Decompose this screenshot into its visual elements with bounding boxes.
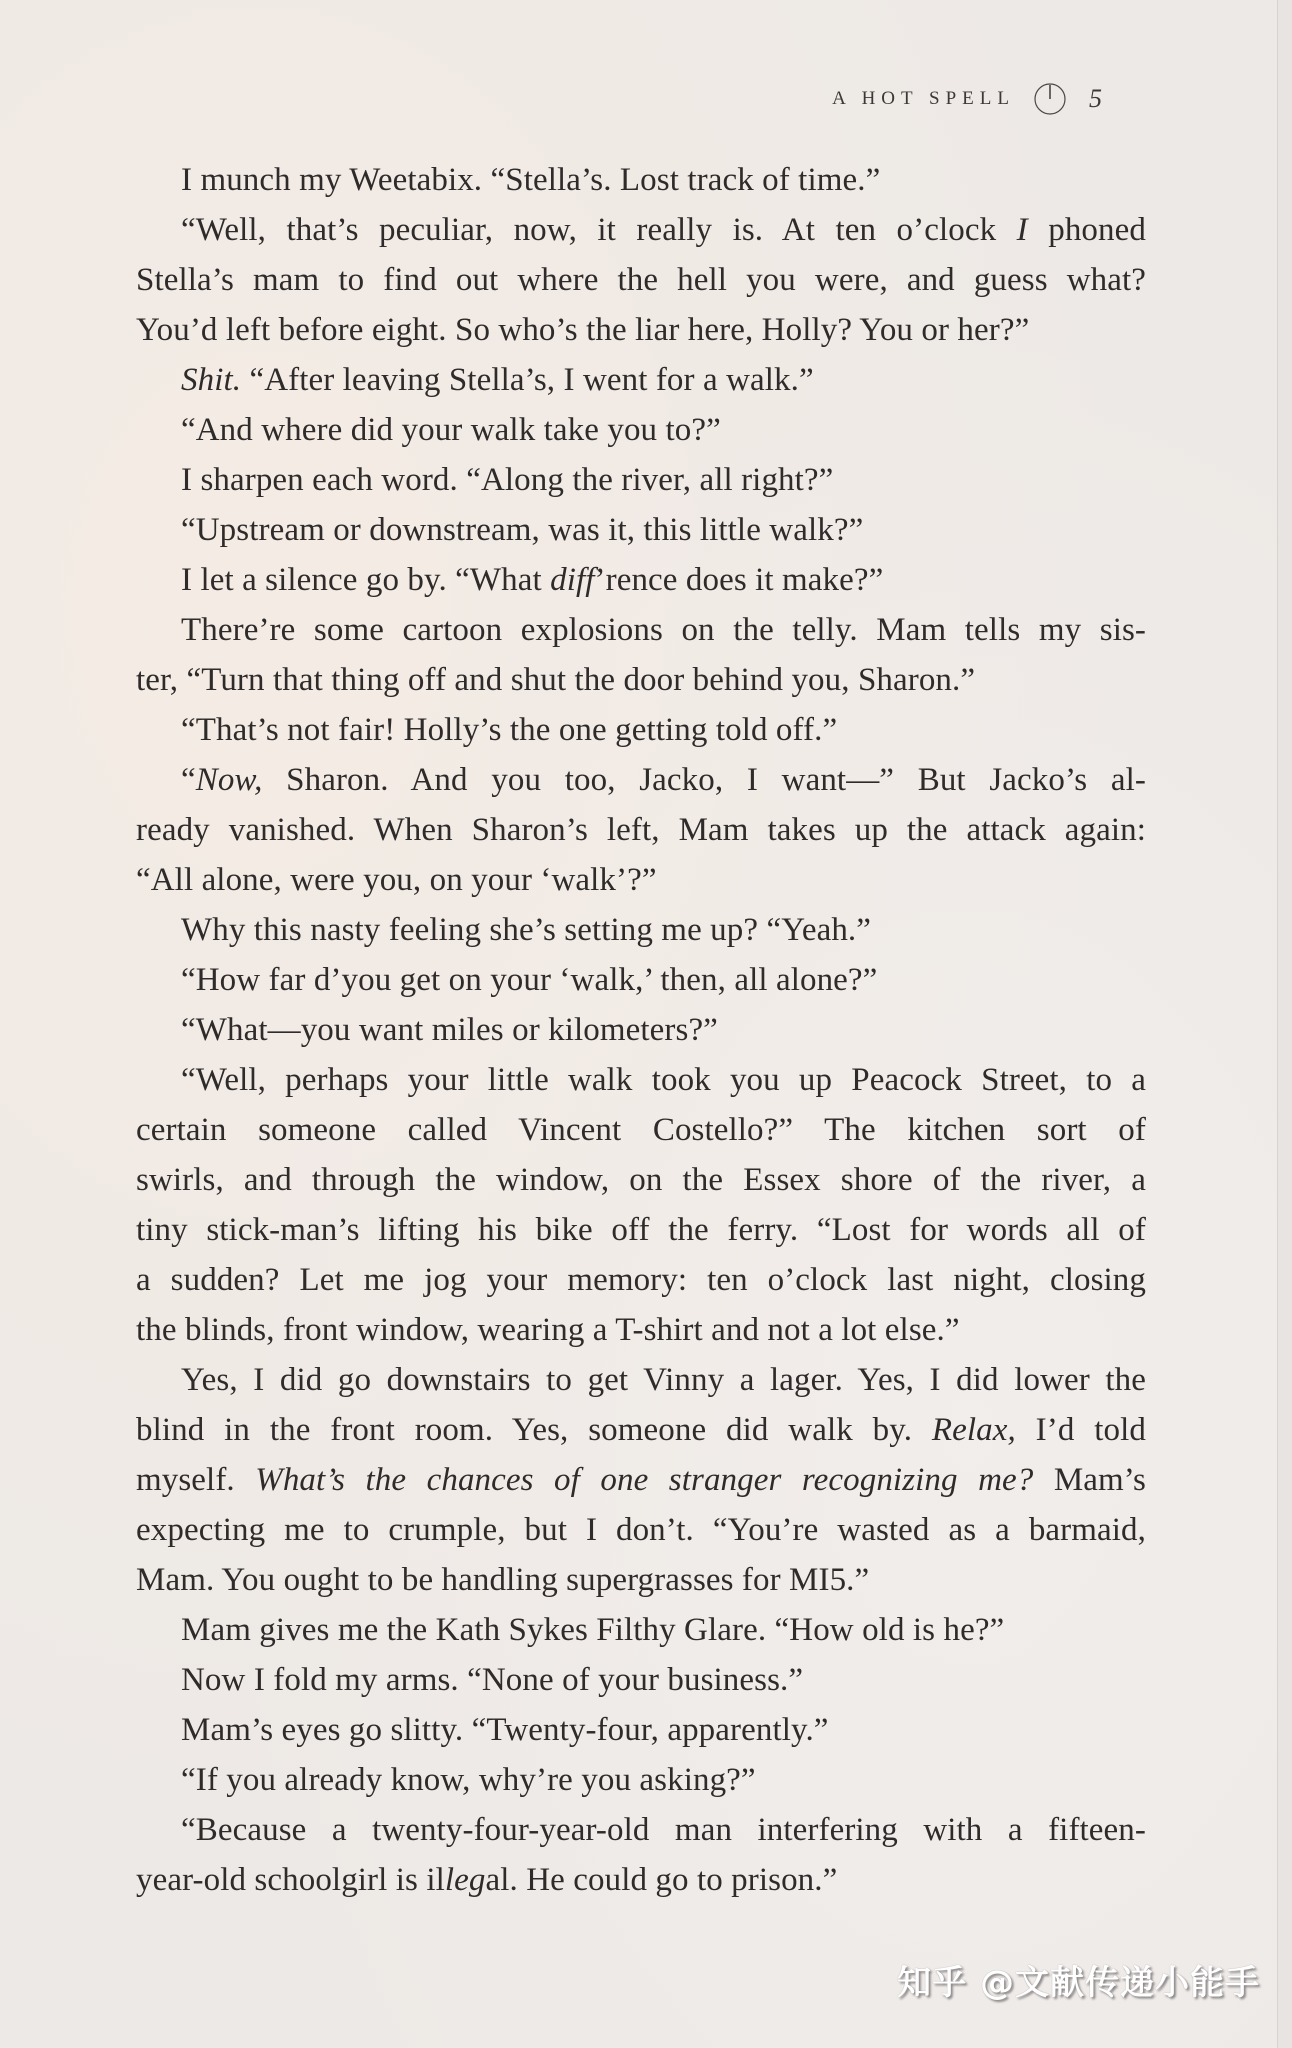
text-line: “Now, Sharon. And you too, Jacko, I want—” But Jacko’s al- (181, 762, 1146, 798)
text-line: “Upstream or downstream, was it, this little walk?” (181, 512, 864, 548)
running-header (832, 82, 1102, 116)
clock-face-icon (1033, 82, 1067, 116)
text-line: tiny stick-man’s lifting his bike off the ferry. “Lost for words all of (136, 1212, 1146, 1248)
watermark-text: 知乎 @文献传递小能手 (897, 1963, 1260, 2003)
text-line: Mam. You ought to be handling supergrasses for MI5.” (136, 1562, 870, 1598)
text-line: ter, “Turn that thing off and shut the door behind you, Sharon.” (136, 662, 976, 698)
text-line: certain someone called Vincent Costello?” The kitchen sort of (136, 1112, 1146, 1148)
text-line: swirls, and through the window, on the Essex shore of the river, a (136, 1162, 1146, 1198)
text-line: “How far d’you get on your ‘walk,’ then, all alone?” (181, 962, 878, 998)
text-line: blind in the front room. Yes, someone did walk by. Relax, I’d told (136, 1412, 1146, 1448)
text-line: Yes, I did go downstairs to get Vinny a lager. Yes, I did lower the (181, 1362, 1146, 1398)
text-line: Mam gives me the Kath Sykes Filthy Glare. “How old is he?” (181, 1612, 1005, 1648)
text-line: year-old schoolgirl is illegal. He could go to prison.” (136, 1862, 838, 1898)
text-line: “All alone, were you, on your ‘walk’?” (136, 862, 657, 898)
text-line: Mam’s eyes go slitty. “Twenty-four, apparently.” (181, 1712, 829, 1748)
text-line: “If you already know, why’re you asking?” (181, 1762, 756, 1798)
page-number: 5 (1089, 84, 1102, 113)
running-title: A HOT SPELL (832, 88, 1015, 109)
text-line: expecting me to crumple, but I don’t. “You’re wasted as a barmaid, (136, 1512, 1146, 1548)
text-line: I let a silence go by. “What diff’rence does it make?” (181, 562, 884, 598)
text-line: You’d left before eight. So who’s the liar here, Holly? You or her?” (136, 312, 1030, 348)
text-line: “That’s not fair! Holly’s the one getting told off.” (181, 712, 838, 748)
page-edge (1277, 0, 1292, 2048)
text-line: the blinds, front window, wearing a T-shirt and not a lot else.” (136, 1312, 960, 1348)
text-line: “Because a twenty-four-year-old man interfering with a fifteen- (181, 1812, 1146, 1848)
text-line: “What—you want miles or kilometers?” (181, 1012, 718, 1048)
text-line: “Well, perhaps your little walk took you up Peacock Street, to a (181, 1062, 1146, 1098)
text-line: a sudden? Let me jog your memory: ten o’clock last night, closing (136, 1262, 1146, 1298)
text-line: ready vanished. When Sharon’s left, Mam takes up the attack again: (136, 812, 1146, 848)
text-line: “And where did your walk take you to?” (181, 412, 721, 448)
body-text (136, 155, 1146, 1905)
text-line: I munch my Weetabix. “Stella’s. Lost track of time.” (181, 162, 881, 198)
text-line: Why this nasty feeling she’s setting me up? “Yeah.” (181, 912, 872, 948)
text-line: Stella’s mam to find out where the hell you were, and guess what? (136, 262, 1146, 298)
text-line: There’re some cartoon explosions on the telly. Mam tells my sis- (181, 612, 1146, 648)
text-line: Shit. “After leaving Stella’s, I went for a walk.” (181, 362, 814, 398)
text-line: Now I fold my arms. “None of your business.” (181, 1662, 804, 1698)
text-line: “Well, that’s peculiar, now, it really is. At ten o’clock I phoned (181, 212, 1146, 248)
text-line: myself. What’s the chances of one stranger recognizing me? Mam’s (136, 1462, 1146, 1498)
text-line: I sharpen each word. “Along the river, all right?” (181, 462, 834, 498)
